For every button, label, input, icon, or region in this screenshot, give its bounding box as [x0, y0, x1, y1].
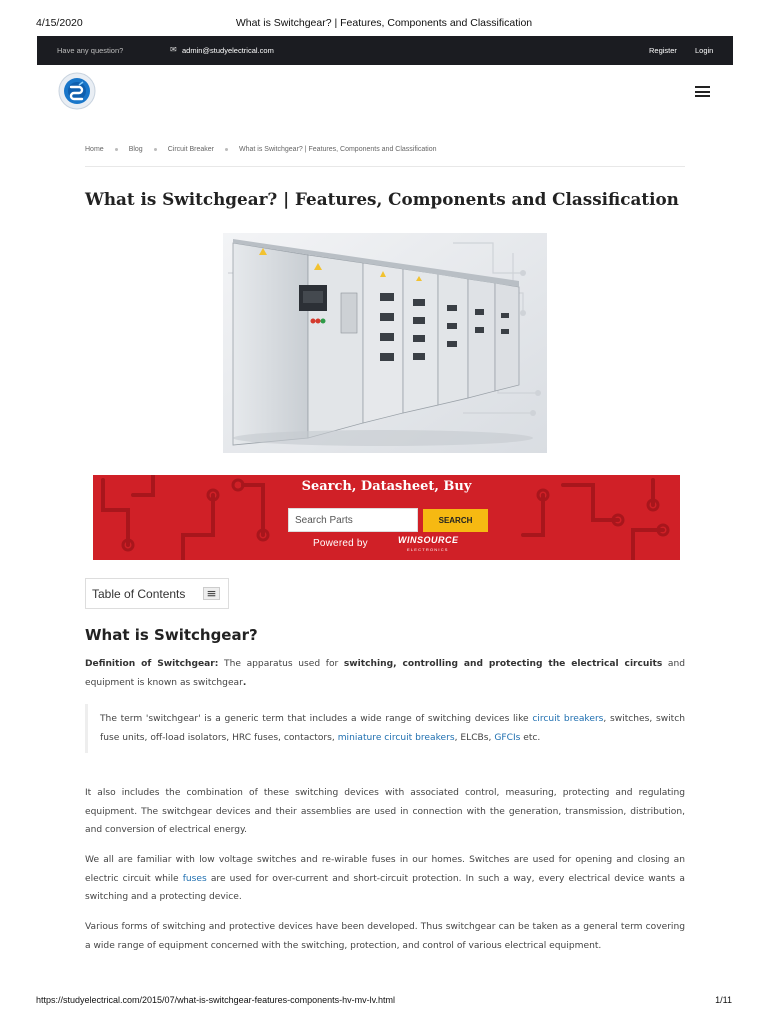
part-search-input[interactable] [288, 508, 418, 532]
site-logo[interactable] [58, 72, 96, 110]
definition-label: Definition of Switchgear: [85, 659, 219, 669]
ad-brand-logo: WINSOURCE [398, 535, 459, 545]
breadcrumb-blog[interactable]: Blog [128, 146, 143, 153]
definition-period: . [242, 677, 247, 688]
definition-text-end: and equipment is known as switchgear [85, 659, 686, 688]
print-header [0, 17, 768, 31]
ad-powered-by: Powered by [313, 538, 368, 549]
section-heading: What is Switchgear? [85, 626, 258, 644]
ad-banner[interactable] [93, 475, 680, 560]
breadcrumb-current: What is Switchgear? | Features, Components and Classification [239, 146, 437, 153]
ad-heading: Search, Datasheet, Buy [301, 479, 472, 494]
paragraph-low-voltage [85, 851, 685, 907]
mail-icon: ✉ [170, 45, 177, 54]
menu-icon[interactable] [695, 86, 710, 97]
ad-search-button[interactable]: SEARCH [423, 509, 488, 532]
toc-label: Table of Contents [92, 587, 186, 601]
mcb-link[interactable]: miniature circuit breakers [337, 732, 455, 743]
print-url: https://studyelectrical.com/2015/07/what-is-switchgear-features-components-hv-mv-lv.html [36, 995, 395, 1005]
quote-text: The term 'switchgear' is a generic term that includes a wide range of switching devices like [100, 714, 533, 724]
login-link[interactable]: Login [695, 46, 714, 55]
breadcrumb [85, 146, 437, 153]
list-icon[interactable] [203, 587, 220, 600]
paragraph-combination: It also includes the combination of these switching devices with associated control, measuring, protecting and regulating equipment. The switchgear devices and their assemblies are used in connection with the generation, transmission, distribution, and conversion of electrical energy. [85, 788, 685, 835]
print-footer [0, 995, 768, 1009]
switchgear-quote [85, 704, 685, 753]
fuses-link[interactable]: fuses [182, 873, 207, 884]
breadcrumb-divider [85, 166, 685, 167]
paragraph-text: We all are familiar with low voltage switches and re-wirable fuses in our homes. Switches are used for opening and closing an electric circuit while [85, 855, 685, 884]
quote-text: , ELCBs, [454, 732, 495, 743]
paragraph-text: are used for over-current and short-circuit protection. In such a way, every electrical device wants a switching and a protecting device. [85, 873, 685, 902]
definition-paragraph [85, 655, 685, 692]
register-link[interactable]: Register [649, 46, 677, 55]
print-title: What is Switchgear? | Features, Components and Classification [235, 17, 533, 29]
question-text: Have any question? [57, 46, 124, 55]
top-bar [37, 36, 733, 65]
contact-email[interactable]: admin@studyelectrical.com [182, 46, 274, 55]
breadcrumb-circuit-breaker[interactable]: Circuit Breaker [167, 146, 214, 153]
page-title: What is Switchgear? | Features, Components and Classification [85, 189, 679, 209]
table-of-contents-toggle[interactable] [85, 578, 229, 609]
paragraph-various-forms: Various forms of switching and protective devices have been developed. Thus switchgear can be taken as a general term covering a wide range of equipment concerned with the switching, protection, and control of various electrical equipment. [85, 922, 685, 951]
definition-text: The apparatus used for [218, 659, 344, 669]
ad-brand-sub: ELECTRONICS [407, 547, 449, 552]
circuit-breakers-link[interactable]: circuit breakers [532, 714, 604, 724]
gfci-link[interactable]: GFCIs [494, 732, 521, 743]
print-page-number: 1/11 [715, 995, 732, 1005]
print-date: 4/15/2020 [36, 17, 83, 29]
quote-text: , switches, switch fuse units, off-load isolators, HRC fuses, contactors, [100, 714, 685, 743]
definition-bold: switching, controlling and protecting the electrical circuits [343, 659, 663, 669]
breadcrumb-home[interactable]: Home [85, 146, 104, 153]
switchgear-image [223, 233, 547, 453]
quote-text: etc. [520, 732, 541, 743]
